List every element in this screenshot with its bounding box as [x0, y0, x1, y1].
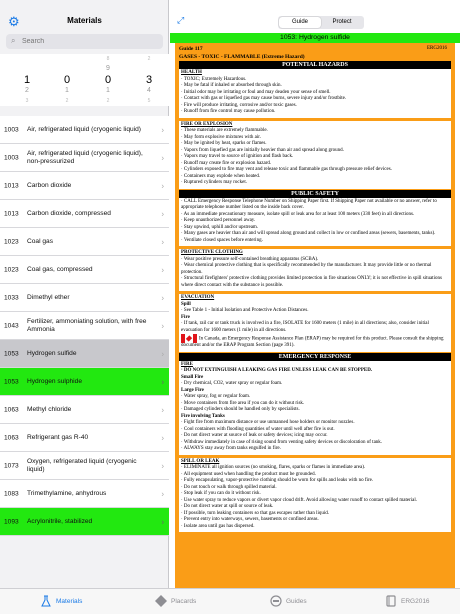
evac-spill-text: · See Table 1 - Initial Isolation and Protective Action Distances.: [181, 308, 309, 313]
search-icon: ⌕: [11, 36, 16, 45]
material-code: 1063: [4, 406, 19, 413]
materials-nav-bar: [0, 12, 169, 32]
tab-materials[interactable]: Materials: [0, 589, 115, 614]
picker-digit: 1: [65, 87, 69, 94]
public-safety-lines: [181, 199, 449, 245]
guide-line-item: · Runoff may create fire or explosion hazard.: [181, 160, 272, 166]
guide-line-item: · Contact with gas or liquefied gas may cause burns, severe injury and/or frostbite.: [181, 96, 347, 101]
guide-line-item: · As an immediate precautionary measure, isolate spill or leak area for at least 100 meters (330 feet) in all directions.: [181, 211, 415, 217]
guide-line-item: · Stop leak if you can do it without risk.: [181, 491, 261, 497]
picker-digit: [12, 64, 42, 74]
picker-digit: 2: [65, 98, 69, 104]
erg-label: ERG2016: [427, 46, 447, 51]
list-item[interactable]: [0, 396, 169, 424]
guide-line-item: · Withdraw immediately in case of rising sound from venting safety devices or discoloration of tank.: [181, 439, 383, 445]
list-item[interactable]: [0, 256, 169, 284]
material-name: Hydrogen sulphide: [27, 377, 82, 385]
material-name: Carbon dioxide: [27, 181, 72, 189]
material-name: Acrylonitrile, stabilized: [27, 517, 93, 525]
material-code: 1043: [4, 322, 19, 329]
guide-line-item: · Many gases are heavier than air and will spread along ground and collect in low or confined areas (sewers, basements, tanks).: [181, 231, 436, 236]
chevron-right-icon: ›: [161, 209, 164, 218]
guide-line-item: · Fight fire from maximum distance or use unmanned hose holders or monitor nozzles.: [181, 420, 355, 426]
chevron-right-icon: ›: [161, 293, 164, 302]
list-item[interactable]: [0, 340, 169, 368]
picker-digit: 3: [145, 74, 153, 86]
list-item[interactable]: [0, 116, 169, 144]
chevron-right-icon: ›: [161, 181, 164, 190]
material-name: Trimethylamine, anhydrous: [27, 489, 107, 497]
guide-line-item: · Ruptured cylinders may rocket.: [181, 180, 247, 185]
tab-bar: [0, 588, 460, 614]
list-item[interactable]: [0, 200, 169, 228]
material-code: 1073: [4, 462, 19, 469]
guide-line-item: · Fire will produce irritating, corrosive and/or toxic gases.: [181, 102, 297, 108]
guide-line-item: · CALL Emergency Response Telephone Number on Shipping Paper first. If Shipping Paper not available or no answer, refer to appropriate telephone number listed on the inside back cover.: [181, 198, 437, 210]
tab-placards[interactable]: Placards: [115, 589, 230, 614]
material-name: Coal gas, compressed: [27, 265, 93, 273]
health-lines: [181, 77, 449, 116]
guide-line-item: · Structural firefighters' protective clothing provides limited protection in fire situations ONLY; it is not effective in spill situations where direct contact with the substance is possible.: [181, 276, 442, 288]
chevron-right-icon: ›: [161, 377, 164, 386]
section-bar-emergency-response: EMERGENCY RESPONSE: [179, 353, 451, 361]
guide-line-item: · If possible, turn leaking containers so that gas escapes rather than liquid.: [181, 510, 330, 516]
evac-spill-heading: Spill: [181, 301, 191, 307]
evacuation-section: [179, 294, 451, 352]
guide-line-item: · TOXIC; Extremely Hazardous.: [181, 76, 247, 82]
number-picker[interactable]: [0, 54, 169, 106]
list-item[interactable]: [0, 480, 169, 508]
picker-digit: 9: [106, 65, 110, 72]
guide-line-item: · Damaged cylinders should be handled only by specialists.: [181, 407, 300, 413]
guide-line-item: · All equipment used when handling the product must be grounded.: [181, 471, 316, 477]
material-code: 1083: [4, 490, 19, 497]
small-fire-text: · Dry chemical, CO2, water spray or regular foam.: [181, 381, 283, 387]
guide-line-item: · Ventilate closed spaces before entering.: [181, 237, 263, 243]
guide-line-item: · May be ignited by heat, sparks or flames.: [181, 141, 267, 146]
material-code: 1023: [4, 266, 19, 273]
guide-title: GASES - TOXIC - FLAMMABLE (Extreme Hazard): [179, 54, 305, 60]
guide-line-item: · Cool containers with flooding quantities of water until well after fire is out.: [181, 426, 335, 432]
book-icon: [385, 595, 397, 607]
guide-line-item: · Isolate area until gas has dispersed.: [181, 523, 255, 529]
chevron-right-icon: ›: [161, 125, 164, 134]
picker-column[interactable]: [52, 54, 82, 106]
picker-column[interactable]: [134, 54, 164, 106]
guide-number: Guide 117: [179, 46, 203, 52]
material-code: 1013: [4, 210, 19, 217]
guide-line-item: · Do not touch or walk through spilled material.: [181, 484, 277, 490]
guide-badge-icon: [270, 595, 282, 607]
health-section: [179, 69, 451, 118]
material-name: Fertilizer, ammoniating solution, with free Ammonia: [27, 317, 147, 333]
canada-note: In Canada, an Emergency Response Assistance Plan (ERAP) may be required for this product. Please consult the shipping document and/or the ERAP Program Section (page 391).: [181, 334, 449, 350]
spill-section: [179, 458, 451, 533]
material-code: 1053: [4, 378, 19, 385]
materials-pane: [0, 0, 169, 588]
guide-line-item: · May be fatal if inhaled or absorbed through skin.: [181, 83, 282, 88]
list-item[interactable]: [0, 172, 169, 200]
picker-digit: [52, 64, 82, 74]
evac-fire-heading: Fire: [181, 314, 190, 320]
evacuation-heading: EVACUATION: [181, 295, 215, 300]
guide-line-item: · Runoff from fire control may cause pollution.: [181, 109, 276, 114]
chevron-right-icon: ›: [161, 461, 164, 470]
picker-digit: 0: [63, 74, 71, 86]
tab-guides[interactable]: Guides: [230, 589, 345, 614]
gear-icon[interactable]: ⚙: [8, 14, 20, 29]
list-item[interactable]: [0, 508, 169, 536]
guide-line-item: · Wear chemical protective clothing that is specifically recommended by the manufacturer. It may provide little or no thermal protection.: [181, 263, 432, 275]
health-heading: HEALTH: [181, 70, 202, 75]
guide-line-item: · Keep unauthorized personnel away.: [181, 218, 256, 223]
guide-line-item: · Prevent entry into waterways, sewers, basements or confined areas.: [181, 517, 319, 523]
picker-digit: [52, 54, 82, 64]
flask-icon: [40, 595, 52, 607]
picker-digit: 2: [106, 98, 110, 104]
picker-digit: 4: [147, 87, 151, 94]
guide-line-item: · Stay upwind, uphill and/or upstream.: [181, 224, 259, 230]
guide-line-item: · Cylinders exposed to fire may vent and release toxic and flammable gas through pressure relief devices.: [181, 167, 392, 172]
material-header: 1053: Hydrogen sulfide: [170, 33, 460, 43]
chevron-right-icon: ›: [161, 349, 164, 358]
material-name: Dimethyl ether: [27, 293, 70, 301]
tanks-fire-lines: [181, 420, 449, 453]
chevron-right-icon: ›: [161, 237, 164, 246]
tab-erg2016[interactable]: ERG2016: [345, 589, 460, 614]
guide-line-item: · Initial odor may be irritating or foul and may deaden your sense of smell.: [181, 89, 331, 95]
tab-guide[interactable]: Guide: [279, 17, 321, 28]
chevron-right-icon: ›: [161, 433, 164, 442]
expand-icon[interactable]: ⤢: [177, 15, 185, 25]
spill-heading: SPILL OR LEAK: [181, 458, 220, 464]
chevron-right-icon: ›: [161, 153, 164, 162]
large-fire-lines: [181, 394, 449, 414]
material-name: Coal gas: [27, 237, 54, 245]
picker-digit: 1: [23, 74, 31, 86]
chevron-right-icon: ›: [161, 517, 164, 526]
tab-protect[interactable]: Protect: [332, 19, 352, 25]
fire-heading: FIRE OR EXPLOSION: [181, 121, 233, 127]
list-item[interactable]: [0, 452, 169, 480]
picker-column[interactable]: [12, 54, 42, 106]
placard-icon: [155, 595, 167, 607]
picker-column[interactable]: [93, 54, 123, 106]
tanks-fire-heading: Fire involving Tanks: [181, 413, 225, 419]
guide-line-item: · May form explosive mixtures with air.: [181, 134, 261, 140]
material-code: 1063: [4, 434, 19, 441]
material-name: Air, refrigerated liquid (cryogenic liquid): [27, 125, 141, 133]
material-name: Carbon dioxide, compressed: [27, 209, 111, 217]
material-code: 1003: [4, 154, 19, 161]
picker-digit: 1: [106, 87, 110, 94]
picker-digit: 5: [147, 98, 151, 104]
list-item[interactable]: [0, 424, 169, 452]
page-title: Materials: [67, 16, 102, 25]
guide-line-item: · Move containers from fire area if you can do it without risk.: [181, 400, 305, 406]
materials-list: [0, 116, 169, 536]
protective-clothing-lines: [181, 257, 449, 290]
picker-digit: 2: [147, 56, 151, 62]
canada-flag-icon: [181, 334, 197, 343]
guide-pane: [170, 0, 460, 588]
guide-line-item: · Fully encapsulating, vapor-protective clothing should be worn for spills and leaks with no fire.: [181, 478, 374, 484]
guide-document: [175, 43, 455, 588]
protective-clothing-heading: PROTECTIVE CLOTHING: [181, 250, 243, 255]
material-code: 1033: [4, 294, 19, 301]
picker-digit: 3: [25, 98, 29, 104]
picker-digit: [134, 64, 164, 74]
material-code: 1013: [4, 182, 19, 189]
section-bar-public-safety: PUBLIC SAFETY: [179, 190, 451, 198]
evac-fire-text: · If tank, rail car or tank truck is involved in a fire, ISOLATE for 1600 meters (1 mile) in all directions; also, consider initial evacuation for 1600 meters (1 mile) in all directions.: [181, 321, 429, 333]
guide-line-item: · ALWAYS stay away from tanks engulfed in fire.: [181, 446, 281, 452]
search-input[interactable]: [22, 36, 152, 47]
guide-line-item: · Vapors may travel to source of ignition and flash back.: [181, 154, 294, 159]
chevron-right-icon: ›: [161, 489, 164, 498]
guide-line-item: · Wear positive pressure self-contained breathing apparatus (SCBA).: [181, 256, 319, 262]
material-code: 1093: [4, 518, 19, 525]
section-bar-potential-hazards: POTENTIAL HAZARDS: [179, 61, 451, 69]
chevron-right-icon: ›: [161, 405, 164, 414]
spill-lines: [181, 465, 449, 530]
er-fire-warning: · DO NOT EXTINGUISH A LEAKING GAS FIRE UNLESS LEAK CAN BE STOPPED.: [181, 368, 373, 374]
list-item[interactable]: [0, 284, 169, 312]
material-name: Oxygen, refrigerated liquid (cryogenic liquid): [27, 457, 137, 473]
small-fire-heading: Small Fire: [181, 374, 204, 380]
guide-line-item: · Do not direct water at spill or source of leak.: [181, 504, 274, 510]
guide-line-item: · Use water spray to reduce vapors or divert vapor cloud drift. Avoid allowing water runoff to contact spilled material.: [181, 497, 417, 503]
guide-line-item: · These materials are extremely flammable.: [181, 128, 268, 133]
chevron-right-icon: ›: [161, 265, 164, 274]
list-item[interactable]: [0, 228, 169, 256]
material-name: Hydrogen sulfide: [27, 349, 77, 357]
material-name: Refrigerant gas R-40: [27, 433, 89, 441]
view-segmented-control: [278, 16, 364, 29]
material-code: 1053: [4, 350, 19, 357]
protective-clothing-section: [179, 249, 451, 291]
guide-line-item: · ELIMINATE all ignition sources (no smoking, flares, sparks or flames in immediate area).: [181, 465, 366, 471]
material-code: 1003: [4, 126, 19, 133]
guide-line-item: · Do not direct water at source of leak or safety devices; icing may occur.: [181, 433, 328, 439]
material-name: Methyl chloride: [27, 405, 72, 413]
guide-line-item: · Containers may explode when heated.: [181, 173, 261, 179]
guide-line-item: · Vapors from liquefied gas are initially heavier than air and spread along ground.: [181, 147, 344, 153]
picker-digit: 0: [104, 74, 112, 86]
er-fire-heading: FIRE: [181, 361, 193, 367]
er-fire-section: [179, 361, 451, 455]
picker-digit: [12, 54, 42, 64]
fire-section: [179, 121, 451, 189]
public-safety-section: [179, 198, 451, 247]
list-item[interactable]: [0, 368, 169, 396]
list-item[interactable]: [0, 144, 169, 172]
picker-digit: 8: [106, 56, 110, 62]
large-fire-heading: Large Fire: [181, 387, 204, 393]
search-bar[interactable]: [6, 34, 163, 49]
picker-digit: 2: [25, 87, 29, 94]
chevron-right-icon: ›: [161, 321, 164, 330]
guide-line-item: · Water spray, fog or regular foam.: [181, 394, 251, 400]
fire-lines: [181, 128, 449, 187]
material-name: Air, refrigerated liquid (cryogenic liquid), non-pressurized: [27, 149, 143, 165]
list-item[interactable]: [0, 312, 169, 340]
guide-number-line: [179, 43, 451, 53]
material-code: 1023: [4, 238, 19, 245]
